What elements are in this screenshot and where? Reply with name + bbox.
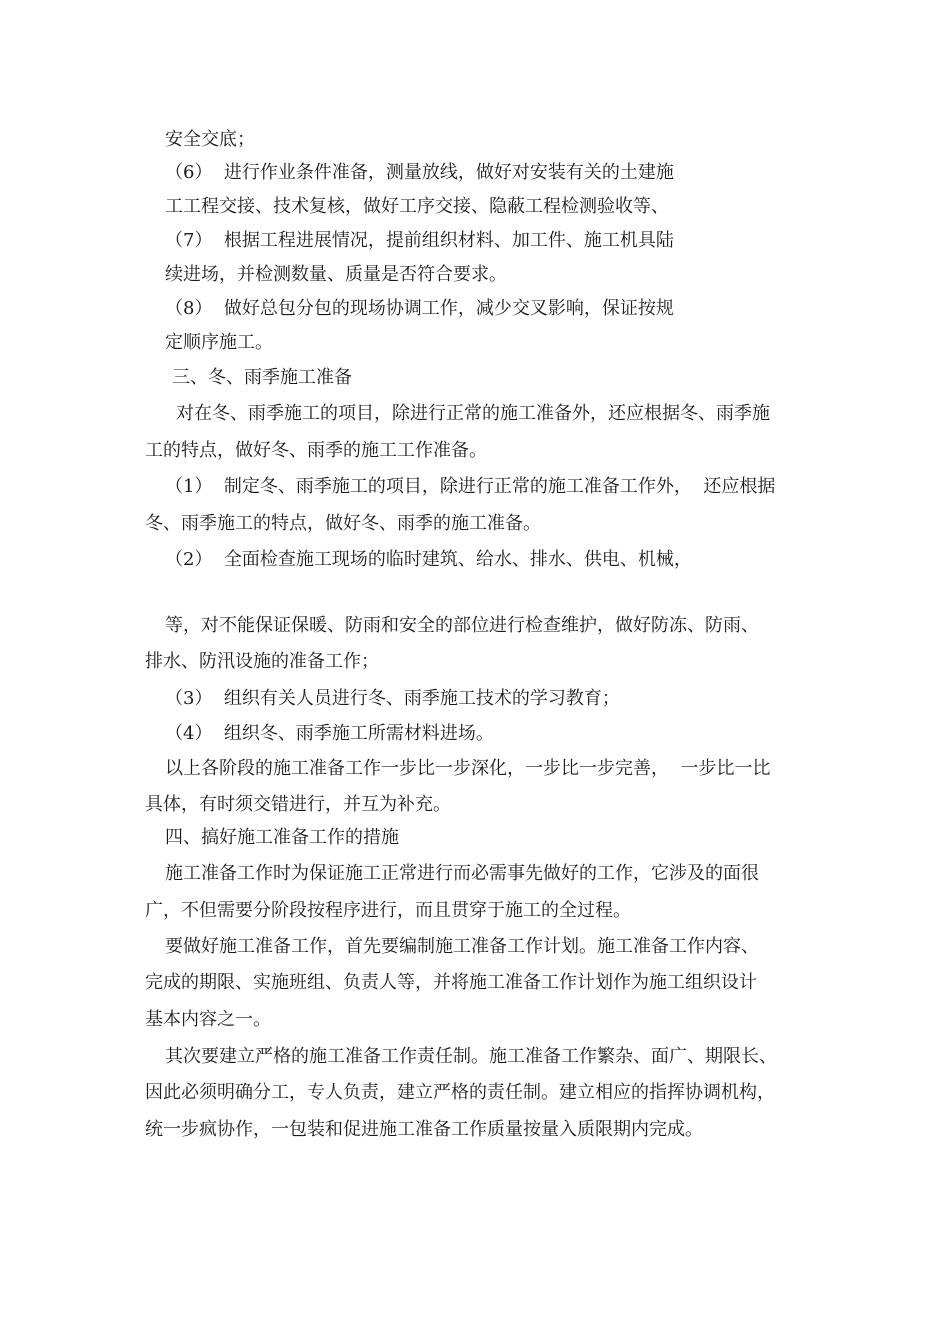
text-line: （4） 组织冬、雨季施工所需材料进场。 [165,723,494,744]
text-line: 工的特点，做好冬、雨季的施工工作准备。 [145,440,487,461]
text-line: 其次要建立严格的施工准备工作责任制。施工准备工作繁杂、面广、期限长、 [165,1046,777,1067]
text-line: 安全交底； [165,129,255,150]
text-line: （3） 组织有关人员进行冬、雨季施工技术的学习教育； [165,688,620,709]
text-line: （1） 制定冬、雨季施工的项目，除进行正常的施工准备工作外， 还应根据 [165,476,776,497]
text-line: 等，对不能保证保暖、防雨和安全的部位进行检查维护，做好防冻、防雨、 [165,615,759,636]
text-line: 续进场，并检测数量、质量是否符合要求。 [165,264,507,285]
text-line: 统一步疯协作，一包装和促进施工准备工作质量按量入质限期内完成。 [145,1119,703,1140]
text-line: 工工程交接、技术复核，做好工序交接、隐蔽工程检测验收等、 [165,196,669,217]
text-line: 具体，有时须交错进行，并互为补充。 [145,794,451,815]
text-line: 施工准备工作时为保证施工正常进行而必需事先做好的工作，它涉及的面很 [165,863,759,884]
text-line: （6） 进行作业条件准备，测量放线，做好对安装有关的土建施 [165,162,674,183]
text-line: 对在冬、雨季施工的项目，除进行正常的施工准备外，还应根据冬、雨季施 [176,403,770,424]
text-line: 完成的期限、实施班组、负责人等，并将施工准备工作计划作为施工组织设计 [145,972,757,993]
text-line: 排水、防汛设施的准备工作； [145,651,379,672]
text-line: （7） 根据工程进展情况，提前组织材料、加工件、施工机具陆 [165,230,674,251]
text-line: 冬、雨季施工的特点，做好冬、雨季的施工准备。 [145,513,541,534]
text-line: 要做好施工准备工作，首先要编制施工准备工作计划。施工准备工作内容、 [165,936,759,957]
text-line: 广，不但需要分阶段按程序进行，而且贯穿于施工的全过程。 [145,900,631,921]
text-line: （2） 全面检查施工现场的临时建筑、给水、排水、供电、机械， [165,549,692,570]
text-line: 基本内容之一。 [145,1009,271,1030]
section-heading: 三、冬、雨季施工准备 [172,367,352,388]
text-line: （8） 做好总包分包的现场协调工作，减少交叉影响，保证按规 [165,298,674,319]
section-heading: 四、搞好施工准备工作的措施 [165,827,399,848]
text-line: 以上各阶段的施工准备工作一步比一步深化，一步比一步完善， 一步比一比 [165,758,771,779]
text-line: 因此必须明确分工，专人负责，建立严格的责任制。建立相应的指挥协调机构， [145,1082,775,1103]
text-line: 定顺序施工。 [165,332,273,353]
